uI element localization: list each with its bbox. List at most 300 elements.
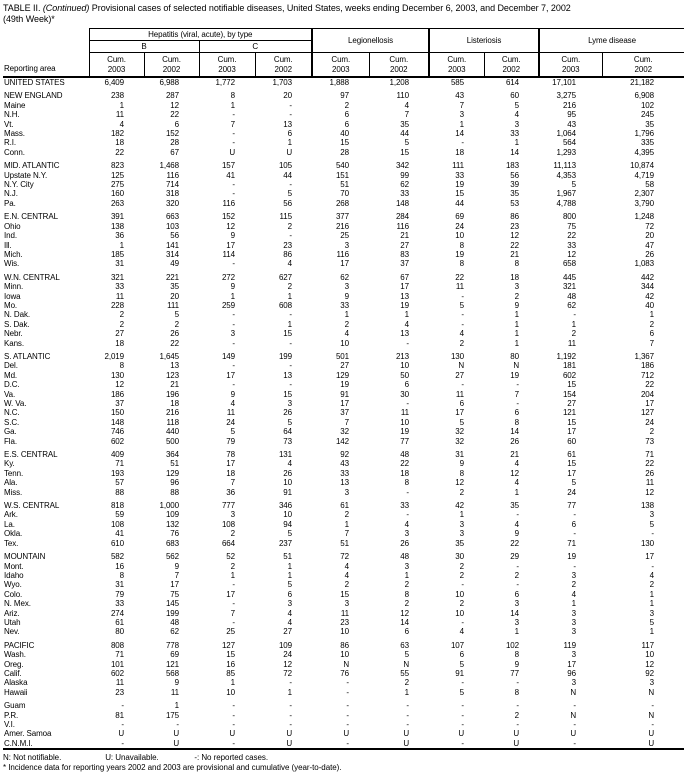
cell-legionellosis-2003: 61 xyxy=(340,501,349,511)
cell-hep-c-2002: 1 xyxy=(287,291,292,301)
cell-hep-c-2002: - xyxy=(289,338,292,348)
cell-hep-b-2002: 500 xyxy=(165,436,179,446)
cell-hep-c-2003: - xyxy=(232,129,235,139)
cell-hep-b-2002: 35 xyxy=(170,282,179,292)
cell-listeriosis-2003: 8 xyxy=(459,468,464,478)
cell-listeriosis-2002: 7 xyxy=(514,389,519,399)
row-area-label: Wis. xyxy=(4,259,20,269)
table-row-okla xyxy=(3,529,684,538)
cell-hep-b-2002: 18 xyxy=(170,399,179,408)
cell-hep-b-2002: 9 xyxy=(174,678,179,688)
table-row-n-mex xyxy=(3,599,684,608)
cell-legionellosis-2002: 6 xyxy=(404,627,409,637)
cell-listeriosis-2002: 22 xyxy=(510,538,519,548)
cell-lyme-2003: - xyxy=(573,310,576,320)
cell-hep-c-2002: 115 xyxy=(279,212,292,222)
cell-lyme-2003: 1,293 xyxy=(556,147,576,157)
cell-lyme-2002: 10 xyxy=(645,650,654,660)
row-area-label: Ga. xyxy=(4,427,17,437)
cell-listeriosis-2002: 21 xyxy=(510,249,519,259)
cell-hep-c-2002: - xyxy=(289,678,292,688)
cell-listeriosis-2003: 6 xyxy=(459,650,464,660)
cell-hep-c-2003: 24 xyxy=(226,417,235,427)
cell-lyme-2003: 33 xyxy=(567,240,576,250)
cell-listeriosis-2003: 6 xyxy=(459,399,464,408)
table-row-tex xyxy=(3,539,684,548)
cell-lyme-2002: 5 xyxy=(649,617,654,627)
cell-lyme-2003: 11,113 xyxy=(553,161,576,171)
cell-lyme-2002: 22 xyxy=(645,459,654,469)
cell-legionellosis-2002: 284 xyxy=(395,212,409,222)
table-row-nebr xyxy=(3,329,684,338)
cell-hep-c-2002: 13 xyxy=(283,370,292,380)
cell-hep-b-2002: 123 xyxy=(165,370,179,380)
cell-lyme-2003: - xyxy=(573,561,576,571)
cell-legionellosis-2002: 19 xyxy=(400,300,409,310)
cell-legionellosis-2003: 17 xyxy=(340,399,349,408)
cell-lyme-2003: 3 xyxy=(571,627,576,637)
cell-hep-b-2002: 48 xyxy=(170,617,179,627)
cell-listeriosis-2003: 5 xyxy=(459,659,464,669)
cell-hep-b-2002: 51 xyxy=(170,459,179,469)
table-row-s-c xyxy=(3,418,684,427)
cell-hep-c-2002: 1 xyxy=(287,570,292,580)
cell-hep-b-2002: 6,988 xyxy=(159,78,179,87)
notifiable-diseases-table xyxy=(3,28,684,750)
cell-listeriosis-2002: U xyxy=(513,729,519,739)
header-cum-lyme-2003: Cum. 2003 xyxy=(539,53,602,78)
cell-hep-b-2003: 808 xyxy=(110,640,124,650)
cell-legionellosis-2003: 10 xyxy=(340,650,349,660)
row-area-label: Wash. xyxy=(4,650,26,660)
cell-listeriosis-2003: - xyxy=(461,738,464,748)
row-area-label: Nev. xyxy=(4,627,20,637)
cell-legionellosis-2003: U xyxy=(343,729,349,739)
cell-hep-b-2003: 228 xyxy=(110,300,124,310)
cell-hep-c-2003: 1 xyxy=(230,291,235,301)
cell-listeriosis-2003: - xyxy=(461,710,464,720)
cell-hep-c-2002: 4 xyxy=(287,459,292,469)
cell-lyme-2003: 216 xyxy=(562,100,576,110)
header-cum-lyme-2002: Cum. 2002 xyxy=(602,53,684,78)
cell-lyme-2003: 60 xyxy=(567,436,576,446)
cell-hep-b-2003: 275 xyxy=(110,180,124,190)
cell-listeriosis-2002: 12 xyxy=(510,468,519,478)
cell-listeriosis-2003: 14 xyxy=(455,129,464,139)
cell-hep-b-2003: 108 xyxy=(110,519,124,529)
cell-lyme-2003: 48 xyxy=(567,291,576,301)
cell-lyme-2002: 10,874 xyxy=(630,161,654,171)
cell-hep-c-2002: 15 xyxy=(283,389,292,399)
cell-hep-c-2002: 105 xyxy=(278,161,292,171)
row-area-label: Mont. xyxy=(4,561,24,571)
cell-listeriosis-2003: 3 xyxy=(459,529,464,539)
table-row-ariz xyxy=(3,609,684,618)
cell-hep-c-2003: 3 xyxy=(230,329,235,339)
cell-hep-c-2002: 51 xyxy=(283,552,292,562)
cell-legionellosis-2002: 27 xyxy=(400,240,409,250)
cell-hep-c-2003: U xyxy=(229,147,235,157)
cell-lyme-2002: 245 xyxy=(640,110,654,120)
cell-legionellosis-2003: 76 xyxy=(340,668,349,678)
cell-hep-b-2002: 683 xyxy=(165,538,179,548)
footnote-not-notifiable: N: Not notifiable. xyxy=(3,753,62,763)
cell-hep-b-2002: 364 xyxy=(165,450,179,460)
cell-listeriosis-2002: 60 xyxy=(510,91,519,101)
cell-legionellosis-2003: 3 xyxy=(344,240,349,250)
cell-legionellosis-2002: 67 xyxy=(400,272,409,282)
row-area-label: E.S. CENTRAL xyxy=(4,450,58,460)
cell-hep-c-2003: 78 xyxy=(226,450,235,460)
table-row-maine xyxy=(3,101,684,110)
cell-legionellosis-2002: 13 xyxy=(400,329,409,339)
cell-hep-b-2002: 62 xyxy=(170,627,179,637)
cell-legionellosis-2003: 72 xyxy=(340,552,349,562)
cell-legionellosis-2003: 1,888 xyxy=(329,78,349,87)
cell-hep-b-2003: 71 xyxy=(115,459,124,469)
table-row-mo xyxy=(3,301,684,310)
cell-hep-b-2002: 1 xyxy=(174,701,179,711)
cell-hep-c-2003: 1 xyxy=(230,678,235,688)
cell-lyme-2002: 2 xyxy=(649,427,654,437)
cell-listeriosis-2002: 4 xyxy=(514,110,519,120)
cell-legionellosis-2002: 116 xyxy=(396,221,409,231)
cell-hep-b-2003: 138 xyxy=(110,221,124,231)
cell-legionellosis-2002: 37 xyxy=(400,259,409,269)
cell-hep-b-2002: 13 xyxy=(170,361,179,371)
row-area-label: Guam xyxy=(4,701,26,711)
cell-legionellosis-2002: 17 xyxy=(400,282,409,292)
cell-lyme-2003: 564 xyxy=(562,138,576,148)
cell-lyme-2002: 42 xyxy=(645,291,654,301)
cell-listeriosis-2003: 30 xyxy=(455,552,464,562)
table-row-mountain xyxy=(3,552,684,561)
row-area-label: Ind. xyxy=(4,231,17,241)
cell-hep-c-2002: 1,703 xyxy=(272,78,292,87)
row-area-label: C.N.M.I. xyxy=(4,738,33,748)
row-area-label: E.N. CENTRAL xyxy=(4,212,58,222)
cell-hep-b-2002: 129 xyxy=(165,468,179,478)
cell-hep-c-2003: 3 xyxy=(230,510,235,520)
cell-hep-c-2003: 1 xyxy=(230,100,235,110)
cell-legionellosis-2003: - xyxy=(346,678,349,688)
cell-listeriosis-2002: 9 xyxy=(514,659,519,669)
table-row-w-va xyxy=(3,399,684,408)
cell-hep-b-2003: 321 xyxy=(110,272,124,282)
cell-hep-c-2002: U xyxy=(286,729,292,739)
cell-hep-c-2002: 73 xyxy=(283,436,292,446)
cell-legionellosis-2003: 86 xyxy=(340,640,349,650)
table-row-n-j xyxy=(3,189,684,198)
cell-legionellosis-2002: 4 xyxy=(404,100,409,110)
cell-listeriosis-2003: 130 xyxy=(450,351,464,361)
cell-listeriosis-2003: 2 xyxy=(459,570,464,580)
cell-hep-c-2003: - xyxy=(232,617,235,627)
cell-listeriosis-2002: 35 xyxy=(510,501,519,511)
cell-hep-c-2003: 2 xyxy=(230,529,235,539)
row-area-label: Tex. xyxy=(4,538,19,548)
table-row-iowa xyxy=(3,292,684,301)
cell-hep-b-2002: 778 xyxy=(165,640,179,650)
cell-hep-c-2002: - xyxy=(289,100,292,110)
footnote-unavailable: U: Unavailable. xyxy=(105,753,159,763)
cell-listeriosis-2003: 9 xyxy=(459,459,464,469)
cell-hep-c-2002: - xyxy=(289,110,292,120)
cell-legionellosis-2002: 77 xyxy=(400,436,409,446)
cell-lyme-2003: 658 xyxy=(562,259,576,269)
cell-hep-c-2003: 7 xyxy=(230,119,235,129)
table-row-united-states xyxy=(3,77,684,87)
cell-hep-c-2003: 10 xyxy=(226,687,235,697)
cell-legionellosis-2002: 2 xyxy=(404,599,409,609)
cell-listeriosis-2003: 18 xyxy=(455,147,464,157)
cell-lyme-2003: 800 xyxy=(562,212,576,222)
cell-listeriosis-2002: 3 xyxy=(514,599,519,609)
cell-legionellosis-2002: 99 xyxy=(400,170,409,180)
cell-hep-b-2003: 4 xyxy=(119,119,124,129)
table-row-e-s-central xyxy=(3,450,684,459)
cell-listeriosis-2003: N xyxy=(458,361,464,371)
table-row-mich xyxy=(3,250,684,259)
cell-hep-b-2002: 109 xyxy=(165,510,179,520)
row-area-label: Md. xyxy=(4,370,18,380)
table-row-tenn xyxy=(3,469,684,478)
cell-legionellosis-2002: 1 xyxy=(404,310,409,320)
cell-hep-b-2003: 2 xyxy=(119,319,124,329)
cell-hep-b-2002: 196 xyxy=(165,389,179,399)
header-hep-c: C xyxy=(199,41,312,53)
cell-listeriosis-2002: 4 xyxy=(514,519,519,529)
row-area-label: S.C. xyxy=(4,417,20,427)
cell-lyme-2002: 2 xyxy=(649,319,654,329)
cell-legionellosis-2003: 17 xyxy=(340,259,349,269)
cell-hep-c-2003: 36 xyxy=(226,487,235,497)
cell-hep-c-2002: 15 xyxy=(283,329,292,339)
cell-lyme-2002: 102 xyxy=(640,100,654,110)
cell-legionellosis-2002: 50 xyxy=(400,370,409,380)
cell-hep-c-2002: 5 xyxy=(287,580,292,590)
cell-hep-b-2002: 21 xyxy=(170,380,179,390)
cell-listeriosis-2002: 1 xyxy=(514,310,519,320)
cell-lyme-2002: N xyxy=(648,687,654,697)
row-area-label: Ark. xyxy=(4,510,18,520)
cell-legionellosis-2002: 3 xyxy=(404,529,409,539)
cell-legionellosis-2002: - xyxy=(406,487,409,497)
cell-legionellosis-2003: 62 xyxy=(340,272,349,282)
cell-listeriosis-2002: 9 xyxy=(514,529,519,539)
table-row-s-dak xyxy=(3,320,684,329)
cell-legionellosis-2003: 3 xyxy=(344,487,349,497)
table-row-n-y-city xyxy=(3,180,684,189)
cell-lyme-2002: 4,719 xyxy=(634,170,654,180)
cell-legionellosis-2002: 11 xyxy=(400,408,409,418)
cell-legionellosis-2002: 110 xyxy=(396,91,409,101)
cell-hep-b-2003: 36 xyxy=(115,231,124,241)
cell-hep-b-2003: 602 xyxy=(110,436,124,446)
cell-hep-c-2002: 199 xyxy=(278,351,292,361)
cell-hep-c-2002: 91 xyxy=(283,487,292,497)
cell-hep-b-2003: 33 xyxy=(115,282,124,292)
cell-listeriosis-2002: 21 xyxy=(510,450,519,460)
cell-hep-c-2003: 17 xyxy=(226,589,235,599)
cell-hep-b-2003: 8 xyxy=(119,570,124,580)
cell-lyme-2002: 117 xyxy=(641,640,654,650)
cell-legionellosis-2002: 48 xyxy=(400,450,409,460)
cell-hep-c-2003: 8 xyxy=(230,91,235,101)
cell-hep-b-2002: - xyxy=(176,720,179,729)
cell-listeriosis-2003: 2 xyxy=(459,487,464,497)
cell-hep-b-2003: 193 xyxy=(110,468,124,478)
cell-hep-b-2003: 582 xyxy=(110,552,124,562)
cell-legionellosis-2003: 7 xyxy=(344,529,349,539)
row-area-label: W.S. CENTRAL xyxy=(4,501,60,511)
row-area-label: Tenn. xyxy=(4,468,24,478)
cell-legionellosis-2003: - xyxy=(346,701,349,711)
cell-lyme-2002: - xyxy=(651,561,654,571)
header-hep-b: B xyxy=(89,41,199,53)
cell-legionellosis-2002: 4 xyxy=(404,319,409,329)
cell-legionellosis-2002: 1 xyxy=(404,570,409,580)
cell-lyme-2003: 121 xyxy=(562,408,576,418)
cell-legionellosis-2003: 11 xyxy=(340,608,349,618)
cell-legionellosis-2003: 10 xyxy=(340,627,349,637)
cell-legionellosis-2003: 501 xyxy=(335,351,349,361)
cell-listeriosis-2002: 3 xyxy=(514,282,519,292)
cell-legionellosis-2002: 5 xyxy=(404,138,409,148)
cell-legionellosis-2002: 148 xyxy=(395,198,409,208)
cell-listeriosis-2002: 19 xyxy=(510,370,519,380)
cell-hep-c-2003: 157 xyxy=(221,161,235,171)
cell-hep-b-2002: 320 xyxy=(165,198,179,208)
cell-legionellosis-2002: 48 xyxy=(400,552,409,562)
cell-hep-c-2002: 5 xyxy=(287,529,292,539)
cell-listeriosis-2003: 5 xyxy=(459,417,464,427)
row-area-label: Mich. xyxy=(4,249,23,259)
cell-hep-b-2003: 16 xyxy=(115,561,124,571)
cell-listeriosis-2002: 1 xyxy=(514,487,519,497)
table-row-utah xyxy=(3,618,684,627)
cell-lyme-2003: 11 xyxy=(567,338,576,348)
cell-legionellosis-2003: 6 xyxy=(344,110,349,120)
footnote-no-reported-cases: -: No reported cases. xyxy=(194,753,269,763)
cell-listeriosis-2003: 33 xyxy=(455,170,464,180)
cell-hep-b-2002: 22 xyxy=(170,338,179,348)
row-area-label: Ill. xyxy=(4,240,12,250)
table-description: Provisional cases of selected notifiable diseases, United States, weeks ending December 6, 2003, and December 7, 2002 xyxy=(91,3,571,13)
cell-hep-c-2002: - xyxy=(289,310,292,320)
cell-hep-b-2003: 1 xyxy=(119,100,124,110)
table-row-va xyxy=(3,390,684,399)
cell-hep-c-2002: U xyxy=(286,738,292,748)
row-area-label: N. Dak. xyxy=(4,310,30,320)
cell-lyme-2003: 71 xyxy=(567,538,576,548)
cell-lyme-2002: 58 xyxy=(645,180,654,190)
cell-hep-b-2003: 8 xyxy=(119,361,124,371)
table-row-c-n-m-i xyxy=(3,739,684,749)
cell-hep-c-2002: 10 xyxy=(283,510,292,520)
cell-hep-b-2003: 31 xyxy=(115,259,124,269)
cell-hep-b-2002: 49 xyxy=(170,259,179,269)
cell-hep-b-2002: 88 xyxy=(170,487,179,497)
cell-listeriosis-2002: 183 xyxy=(505,161,519,171)
cell-lyme-2003: 61 xyxy=(567,450,576,460)
cell-listeriosis-2003: 44 xyxy=(455,198,464,208)
cell-lyme-2002: 1,248 xyxy=(634,212,654,222)
row-area-label: Maine xyxy=(4,100,26,110)
cell-hep-b-2003: 185 xyxy=(110,249,124,259)
cell-listeriosis-2002: 1 xyxy=(514,627,519,637)
row-area-label: Alaska xyxy=(4,678,28,688)
cell-hep-c-2002: 1 xyxy=(287,561,292,571)
cell-hep-b-2003: 88 xyxy=(115,487,124,497)
table-row-minn xyxy=(3,282,684,291)
cell-legionellosis-2002: 5 xyxy=(404,650,409,660)
table-row-wis xyxy=(3,259,684,268)
cell-lyme-2003: 2 xyxy=(571,580,576,590)
cell-listeriosis-2003: 32 xyxy=(455,436,464,446)
cell-lyme-2002: 3 xyxy=(649,608,654,618)
cell-lyme-2002: 20 xyxy=(645,231,654,241)
cell-listeriosis-2002: 6 xyxy=(514,408,519,418)
cell-hep-b-2003: - xyxy=(121,720,124,729)
table-row-pacific xyxy=(3,641,684,650)
cell-legionellosis-2003: 40 xyxy=(340,129,349,139)
cell-lyme-2003: - xyxy=(573,738,576,748)
cell-hep-c-2003: 1,772 xyxy=(215,78,235,87)
cell-legionellosis-2003: 151 xyxy=(335,170,349,180)
row-area-label: Upstate N.Y. xyxy=(4,170,48,180)
cell-hep-c-2002: 237 xyxy=(278,538,292,548)
cell-hep-c-2003: 52 xyxy=(226,552,235,562)
cell-hep-b-2003: 274 xyxy=(110,608,124,618)
cell-listeriosis-2002: 2 xyxy=(514,570,519,580)
cell-lyme-2002: 35 xyxy=(645,119,654,129)
cell-lyme-2003: U xyxy=(570,729,576,739)
cell-hep-b-2003: 80 xyxy=(115,627,124,637)
cell-lyme-2003: 4,788 xyxy=(556,198,576,208)
cell-legionellosis-2003: 540 xyxy=(335,161,349,171)
cell-lyme-2003: 1 xyxy=(571,319,576,329)
cell-hep-c-2003: 4 xyxy=(230,399,235,408)
cell-hep-b-2003: 148 xyxy=(110,417,124,427)
cell-listeriosis-2003: 19 xyxy=(455,180,464,190)
cell-hep-b-2002: 67 xyxy=(170,147,179,157)
table-row-p-r xyxy=(3,711,684,720)
cell-lyme-2002: 442 xyxy=(640,272,654,282)
cell-listeriosis-2003: 17 xyxy=(455,408,464,418)
cell-hep-c-2002: 12 xyxy=(283,659,292,669)
cell-hep-c-2002: 44 xyxy=(283,170,292,180)
cell-hep-b-2003: 11 xyxy=(115,678,124,688)
cell-hep-c-2003: - xyxy=(232,580,235,590)
cell-hep-b-2002: 2 xyxy=(174,319,179,329)
cell-hep-c-2003: 15 xyxy=(226,650,235,660)
cell-listeriosis-2003: 10 xyxy=(455,608,464,618)
table-row-alaska xyxy=(3,678,684,687)
cell-hep-c-2002: - xyxy=(289,231,292,241)
cell-hep-b-2002: 221 xyxy=(165,272,179,282)
cell-lyme-2002: - xyxy=(651,701,654,711)
cell-hep-c-2003: - xyxy=(232,710,235,720)
cell-lyme-2002: 130 xyxy=(640,538,654,548)
cell-hep-b-2002: 103 xyxy=(165,221,179,231)
cell-legionellosis-2002: 35 xyxy=(400,119,409,129)
cell-legionellosis-2003: 116 xyxy=(336,249,349,259)
cell-legionellosis-2002: 26 xyxy=(400,538,409,548)
cell-hep-c-2002: U xyxy=(286,147,292,157)
cell-hep-b-2002: 121 xyxy=(165,659,179,669)
cell-listeriosis-2002: 1 xyxy=(514,319,519,329)
